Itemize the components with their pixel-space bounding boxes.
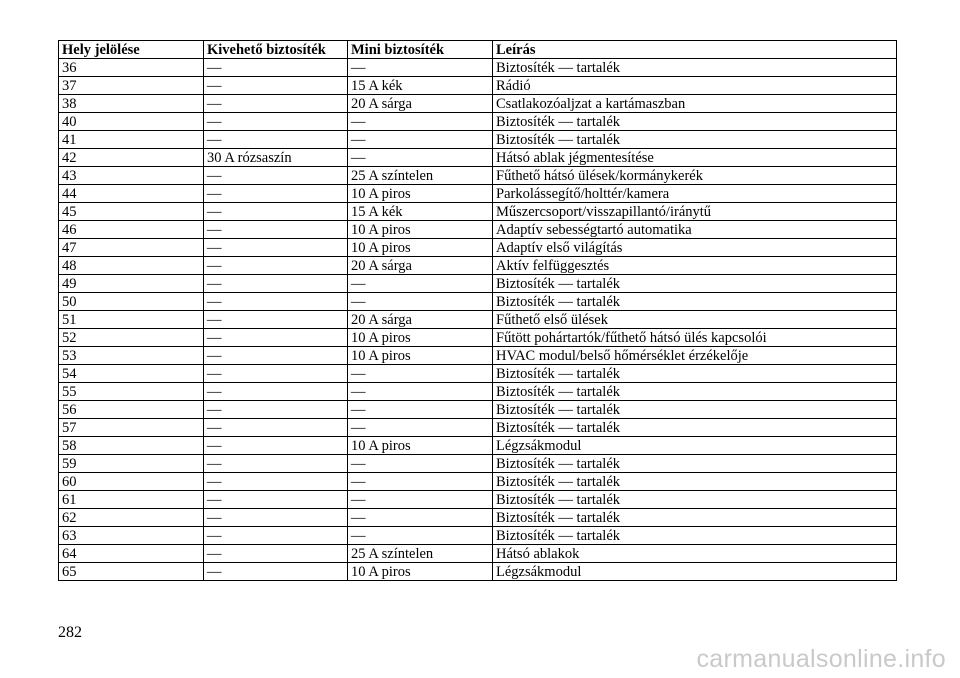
- cell-mini-fuse: —: [348, 131, 493, 149]
- cell-mini-fuse: —: [348, 491, 493, 509]
- cell-mini-fuse: 10 A piros: [348, 563, 493, 581]
- cell-location: 50: [59, 293, 204, 311]
- cell-mini-fuse: 10 A piros: [348, 185, 493, 203]
- table-row: [59, 59, 897, 77]
- cell-location: 60: [59, 473, 204, 491]
- cell-location: 41: [59, 131, 204, 149]
- cell-location: 38: [59, 95, 204, 113]
- table-row: [59, 131, 897, 149]
- cell-location: 56: [59, 401, 204, 419]
- cell-mini-fuse: 20 A sárga: [348, 311, 493, 329]
- cell-mini-fuse: 15 A kék: [348, 77, 493, 95]
- cell-cartridge-fuse: —: [204, 167, 348, 185]
- table-row: [59, 383, 897, 401]
- table-row: [59, 437, 897, 455]
- table-row: [59, 257, 897, 275]
- cell-description: Biztosíték — tartalék: [493, 509, 897, 527]
- fuse-table: [58, 40, 897, 581]
- cell-description: Biztosíték — tartalék: [493, 383, 897, 401]
- cell-description: Csatlakozóaljzat a kartámaszban: [493, 95, 897, 113]
- cell-description: Biztosíték — tartalék: [493, 401, 897, 419]
- cell-cartridge-fuse: —: [204, 77, 348, 95]
- cell-location: 59: [59, 455, 204, 473]
- cell-description: Biztosíték — tartalék: [493, 293, 897, 311]
- cell-description: Hátsó ablak jégmentesítése: [493, 149, 897, 167]
- cell-description: Légzsákmodul: [493, 563, 897, 581]
- cell-mini-fuse: 25 A színtelen: [348, 167, 493, 185]
- cell-cartridge-fuse: —: [204, 311, 348, 329]
- table-row: [59, 455, 897, 473]
- cell-description: Biztosíték — tartalék: [493, 131, 897, 149]
- table-row: [59, 95, 897, 113]
- cell-location: 57: [59, 419, 204, 437]
- table-row: [59, 311, 897, 329]
- cell-description: Biztosíték — tartalék: [493, 473, 897, 491]
- cell-cartridge-fuse: —: [204, 365, 348, 383]
- cell-cartridge-fuse: —: [204, 95, 348, 113]
- cell-location: 46: [59, 221, 204, 239]
- cell-mini-fuse: 10 A piros: [348, 347, 493, 365]
- table-row: [59, 527, 897, 545]
- table-row: [59, 491, 897, 509]
- cell-description: Biztosíték — tartalék: [493, 527, 897, 545]
- cell-description: Műszercsoport/visszapillantó/iránytű: [493, 203, 897, 221]
- cell-location: 44: [59, 185, 204, 203]
- cell-cartridge-fuse: —: [204, 401, 348, 419]
- cell-location: 65: [59, 563, 204, 581]
- cell-location: 47: [59, 239, 204, 257]
- cell-cartridge-fuse: —: [204, 383, 348, 401]
- cell-mini-fuse: 20 A sárga: [348, 95, 493, 113]
- cell-cartridge-fuse: —: [204, 275, 348, 293]
- cell-mini-fuse: —: [348, 383, 493, 401]
- cell-location: 45: [59, 203, 204, 221]
- table-row: [59, 149, 897, 167]
- cell-mini-fuse: —: [348, 113, 493, 131]
- table-row: [59, 545, 897, 563]
- header-mini-fuse: Mini biztosíték: [348, 41, 493, 59]
- cell-description: Biztosíték — tartalék: [493, 59, 897, 77]
- cell-description: Biztosíték — tartalék: [493, 419, 897, 437]
- cell-cartridge-fuse: —: [204, 347, 348, 365]
- cell-location: 49: [59, 275, 204, 293]
- cell-location: 42: [59, 149, 204, 167]
- cell-mini-fuse: —: [348, 509, 493, 527]
- cell-description: Fűtött pohártartók/fűthető hátsó ülés kapcsolói: [493, 329, 897, 347]
- cell-description: Biztosíték — tartalék: [493, 491, 897, 509]
- table-row: [59, 473, 897, 491]
- cell-cartridge-fuse: —: [204, 473, 348, 491]
- cell-description: Adaptív első világítás: [493, 239, 897, 257]
- header-cartridge-fuse: Kivehető biztosíték: [204, 41, 348, 59]
- cell-cartridge-fuse: —: [204, 545, 348, 563]
- cell-description: Légzsákmodul: [493, 437, 897, 455]
- table-row: [59, 509, 897, 527]
- cell-mini-fuse: —: [348, 419, 493, 437]
- cell-description: Adaptív sebességtartó automatika: [493, 221, 897, 239]
- table-row: [59, 329, 897, 347]
- cell-location: 51: [59, 311, 204, 329]
- cell-description: Rádió: [493, 77, 897, 95]
- cell-cartridge-fuse: —: [204, 221, 348, 239]
- table-row: [59, 221, 897, 239]
- cell-location: 64: [59, 545, 204, 563]
- table-body: [59, 59, 897, 581]
- cell-description: Biztosíték — tartalék: [493, 113, 897, 131]
- cell-location: 61: [59, 491, 204, 509]
- cell-cartridge-fuse: —: [204, 527, 348, 545]
- cell-cartridge-fuse: —: [204, 455, 348, 473]
- cell-mini-fuse: —: [348, 401, 493, 419]
- cell-mini-fuse: 10 A piros: [348, 329, 493, 347]
- cell-description: Fűthető első ülések: [493, 311, 897, 329]
- cell-cartridge-fuse: —: [204, 329, 348, 347]
- cell-cartridge-fuse: —: [204, 113, 348, 131]
- cell-cartridge-fuse: —: [204, 131, 348, 149]
- table-row: [59, 293, 897, 311]
- cell-mini-fuse: 20 A sárga: [348, 257, 493, 275]
- table-row: [59, 419, 897, 437]
- cell-description: Fűthető hátsó ülések/kormánykerék: [493, 167, 897, 185]
- cell-mini-fuse: —: [348, 473, 493, 491]
- cell-cartridge-fuse: —: [204, 563, 348, 581]
- cell-mini-fuse: 15 A kék: [348, 203, 493, 221]
- header-description: Leírás: [493, 41, 897, 59]
- cell-location: 54: [59, 365, 204, 383]
- cell-mini-fuse: 25 A színtelen: [348, 545, 493, 563]
- watermark: carmanualsonline.info: [696, 645, 946, 673]
- cell-location: 58: [59, 437, 204, 455]
- cell-cartridge-fuse: —: [204, 293, 348, 311]
- cell-mini-fuse: —: [348, 275, 493, 293]
- cell-description: HVAC modul/belső hőmérséklet érzékelője: [493, 347, 897, 365]
- cell-location: 52: [59, 329, 204, 347]
- table-row: [59, 563, 897, 581]
- cell-location: 63: [59, 527, 204, 545]
- cell-description: Parkolássegítő/holttér/kamera: [493, 185, 897, 203]
- table-row: [59, 365, 897, 383]
- table-row: [59, 167, 897, 185]
- cell-mini-fuse: —: [348, 527, 493, 545]
- cell-description: Biztosíték — tartalék: [493, 455, 897, 473]
- cell-description: Aktív felfüggesztés: [493, 257, 897, 275]
- table-row: [59, 77, 897, 95]
- cell-location: 36: [59, 59, 204, 77]
- cell-description: Biztosíték — tartalék: [493, 365, 897, 383]
- cell-mini-fuse: —: [348, 59, 493, 77]
- cell-mini-fuse: 10 A piros: [348, 239, 493, 257]
- cell-location: 62: [59, 509, 204, 527]
- table-row: [59, 203, 897, 221]
- cell-location: 37: [59, 77, 204, 95]
- table-header-row: [59, 41, 897, 59]
- cell-cartridge-fuse: —: [204, 437, 348, 455]
- cell-mini-fuse: 10 A piros: [348, 221, 493, 239]
- cell-location: 53: [59, 347, 204, 365]
- cell-location: 40: [59, 113, 204, 131]
- table-row: [59, 275, 897, 293]
- cell-cartridge-fuse: —: [204, 491, 348, 509]
- cell-cartridge-fuse: —: [204, 257, 348, 275]
- table-row: [59, 347, 897, 365]
- cell-cartridge-fuse: —: [204, 509, 348, 527]
- cell-cartridge-fuse: —: [204, 59, 348, 77]
- cell-mini-fuse: —: [348, 293, 493, 311]
- cell-cartridge-fuse: —: [204, 239, 348, 257]
- cell-mini-fuse: 10 A piros: [348, 437, 493, 455]
- cell-cartridge-fuse: —: [204, 185, 348, 203]
- cell-description: Hátsó ablakok: [493, 545, 897, 563]
- cell-mini-fuse: —: [348, 149, 493, 167]
- cell-location: 43: [59, 167, 204, 185]
- cell-cartridge-fuse: —: [204, 419, 348, 437]
- cell-location: 48: [59, 257, 204, 275]
- page-number: 282: [58, 624, 82, 641]
- cell-cartridge-fuse: —: [204, 203, 348, 221]
- cell-mini-fuse: —: [348, 455, 493, 473]
- table-row: [59, 401, 897, 419]
- table-row: [59, 113, 897, 131]
- header-location: Hely jelölése: [59, 41, 204, 59]
- cell-mini-fuse: —: [348, 365, 493, 383]
- table-row: [59, 239, 897, 257]
- cell-location: 55: [59, 383, 204, 401]
- cell-cartridge-fuse: 30 A rózsaszín: [204, 149, 348, 167]
- table-row: [59, 185, 897, 203]
- cell-description: Biztosíték — tartalék: [493, 275, 897, 293]
